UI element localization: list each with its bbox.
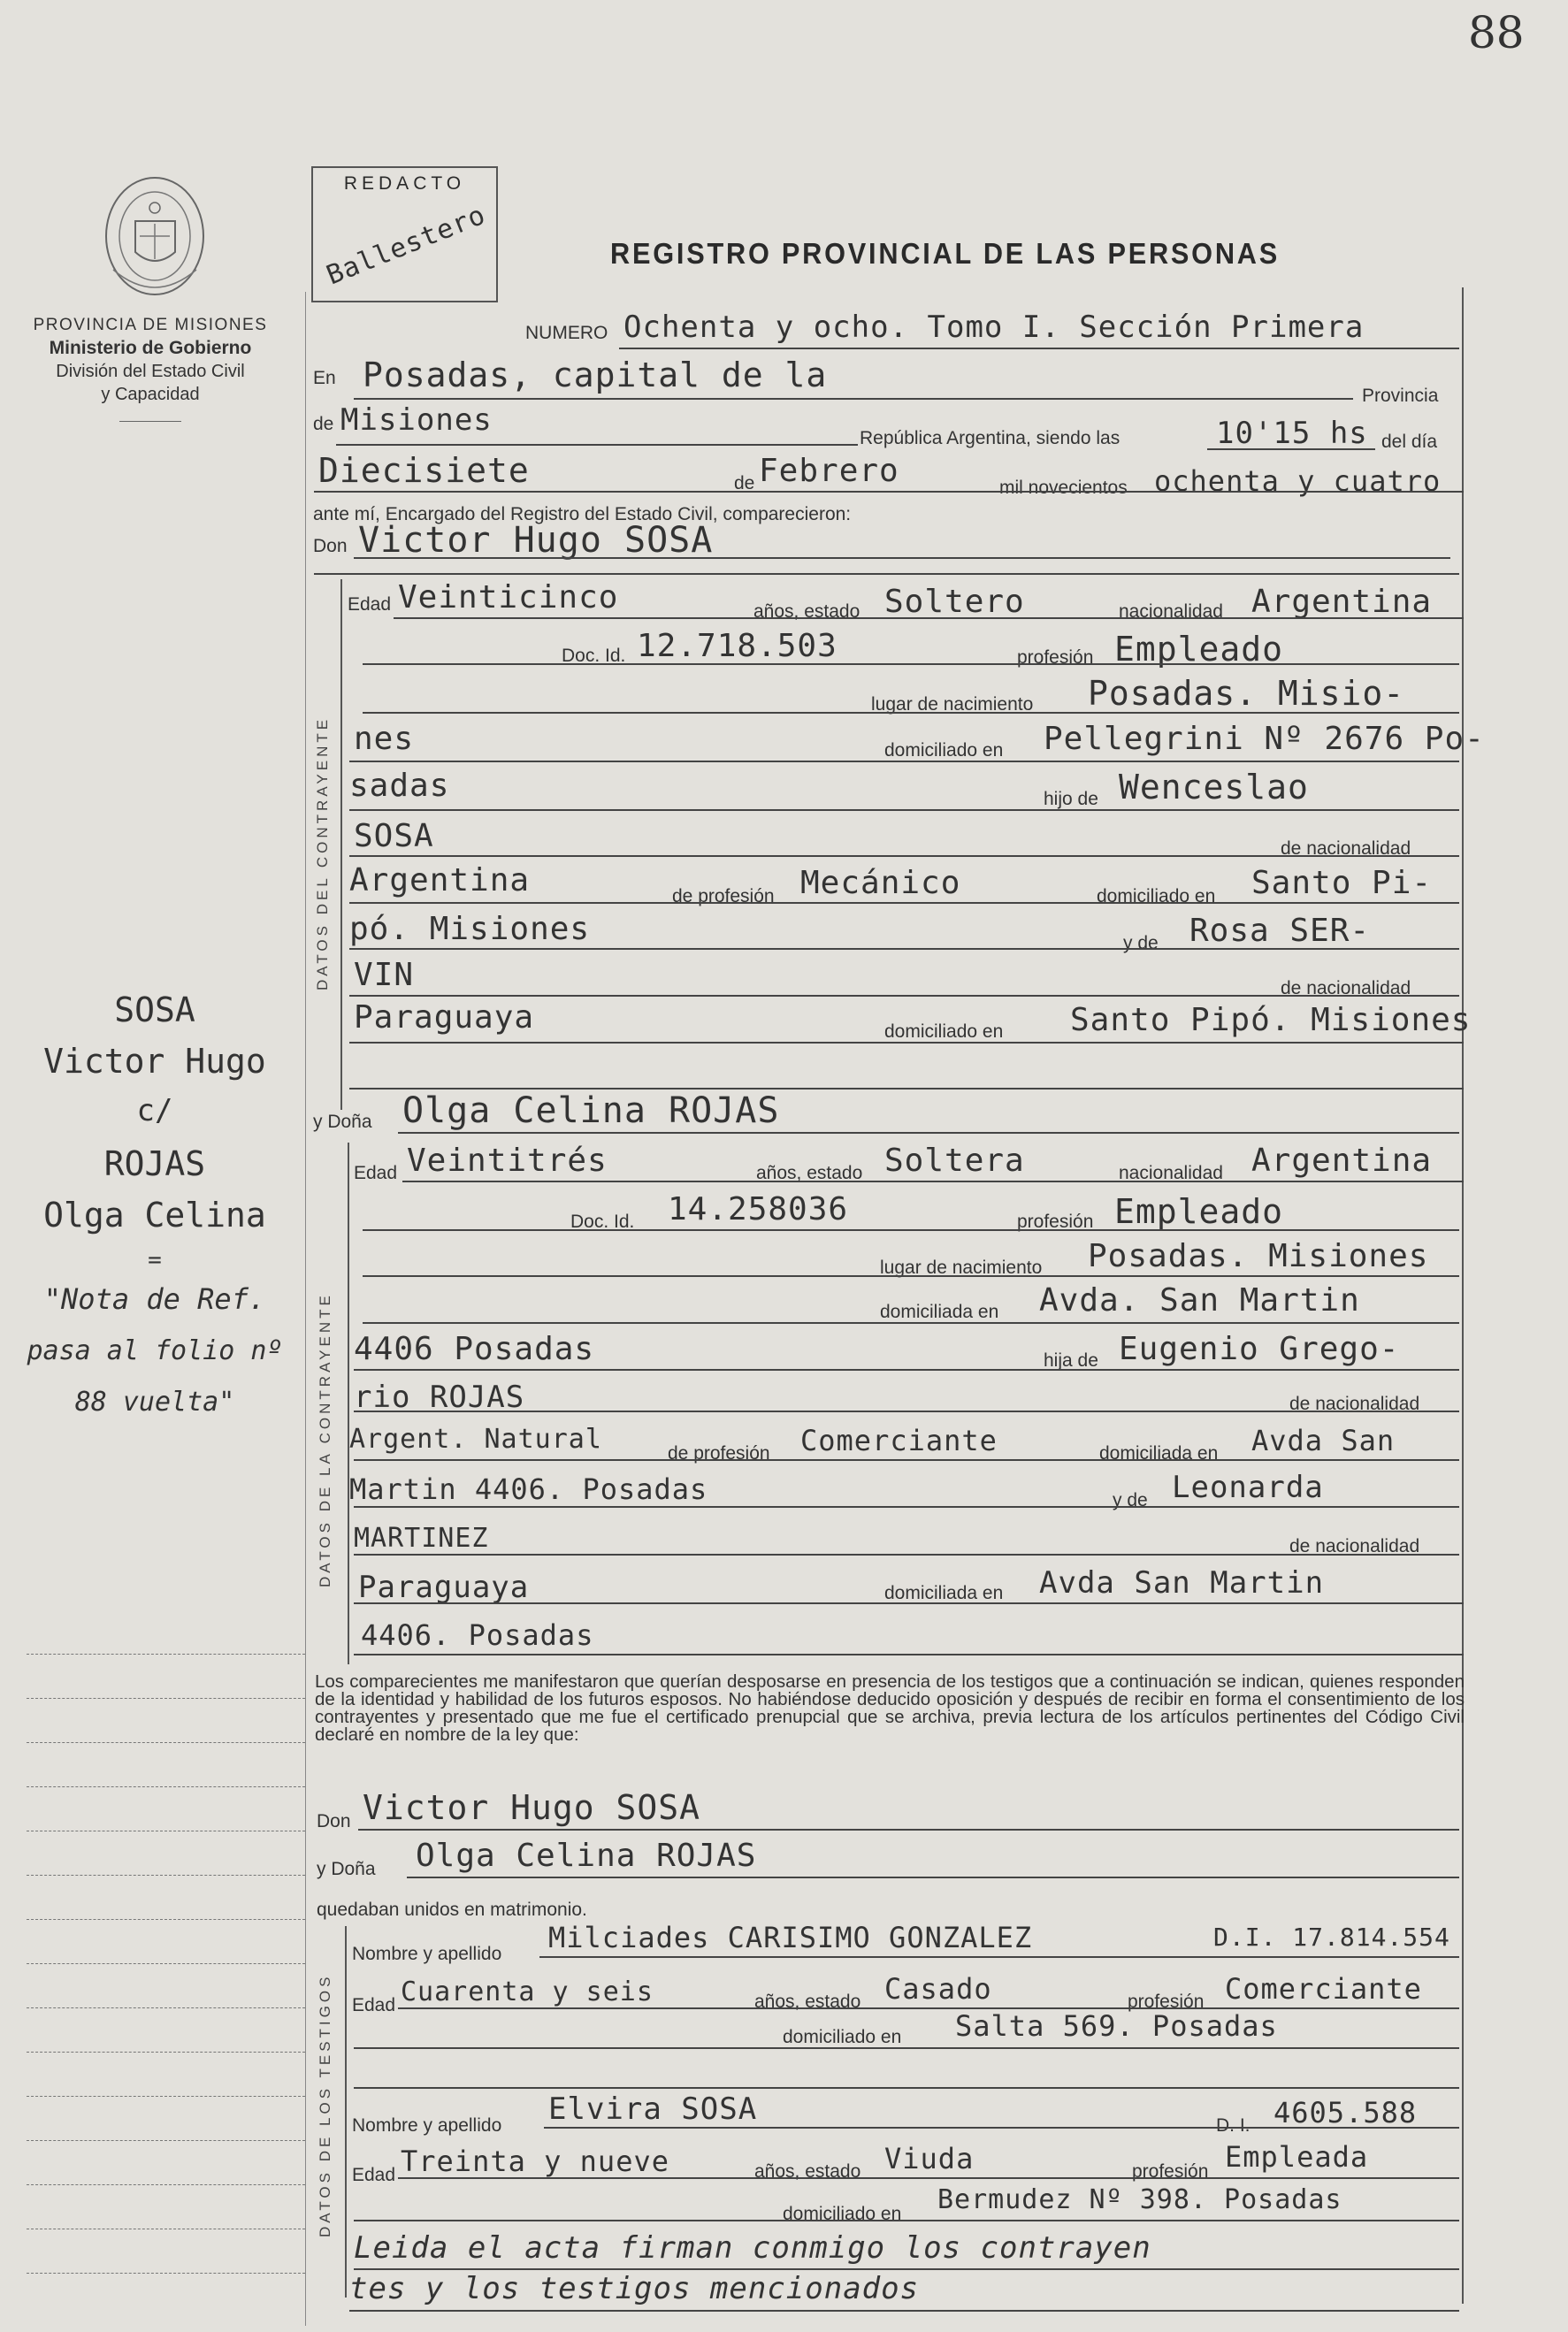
t2-nombre-label: Nombre y apellido	[352, 2115, 502, 2136]
f-lugar-value: Posadas. Misiones	[1088, 1238, 1429, 1274]
f-madre-dom-value2: 4406. Posadas	[361, 1618, 594, 1652]
f-estado-value: Soltera	[884, 1143, 1025, 1179]
f-dom-value2: 4406 Posadas	[354, 1331, 595, 1367]
f-dom-value: Avda. San Martin	[1039, 1282, 1360, 1319]
c-doc-value: 12.718.503	[637, 628, 838, 664]
f-y-de-label: y de	[1113, 1490, 1148, 1510]
c-madre-dom-label: domiciliado en	[884, 1021, 1004, 1042]
cierre-line2: tes y los testigos mencionados	[349, 2271, 920, 2306]
c-doc-label: Doc. Id.	[562, 646, 626, 666]
c-prof-label: profesión	[1017, 647, 1094, 668]
t2-prof-label: profesión	[1132, 2161, 1209, 2182]
f-dom-label: domiciliada en	[880, 1302, 999, 1322]
f-estado-label: años, estado	[756, 1163, 863, 1183]
f-hija-label: hija de	[1044, 1350, 1098, 1371]
f-lugar-label: lugar de nacimiento	[880, 1258, 1043, 1278]
dona-value: Olga Celina ROJAS	[402, 1090, 780, 1131]
provincia-label: Provincia	[1362, 386, 1439, 406]
margin-line4: ROJAS	[103, 1144, 206, 1183]
f-padre-prof-value: Comerciante	[800, 1424, 998, 1457]
c-padre-nac-label: de nacionalidad	[1281, 838, 1411, 859]
right-border	[1462, 287, 1464, 2304]
c-madre-nac-label: de nacionalidad	[1281, 978, 1411, 998]
don-label: Don	[313, 536, 348, 556]
f-madre-value2: MARTINEZ	[354, 1523, 489, 1554]
contrayente-f-bracket	[348, 1143, 349, 1664]
redacto-stamp	[311, 166, 498, 302]
margin-line2: Victor Hugo	[43, 1042, 266, 1081]
c-lugar-label: lugar de nacimiento	[871, 694, 1034, 715]
t2-edad-label: Edad	[352, 2165, 396, 2185]
c-padre-dom-value: Santo Pi-	[1251, 865, 1433, 901]
f-doc-value: 14.258036	[668, 1191, 849, 1227]
t1-edad-value: Cuarenta y seis	[401, 1976, 654, 2007]
c-lugar-value2: nes	[354, 721, 415, 757]
f-edad-value: Veintitrés	[407, 1143, 608, 1179]
dona-label: y Doña	[313, 1112, 372, 1132]
c-padre-prof-label: de profesión	[672, 886, 775, 906]
c-dom-value2: sadas	[349, 768, 450, 804]
org-block	[13, 316, 287, 422]
t2-di-value: 4605.588	[1274, 2096, 1418, 2129]
t2-di-label: D. I.	[1216, 2115, 1251, 2136]
c-madre-dom-value: Santo Pipó. Misiones	[1070, 1002, 1472, 1038]
t1-prof-label: profesión	[1128, 1992, 1205, 2012]
f-padre-nac-label: de nacionalidad	[1289, 1394, 1420, 1414]
f-doc-label: Doc. Id.	[570, 1212, 635, 1232]
c-padre-nac-value: Argentina	[349, 862, 531, 898]
t1-prof-value: Comerciante	[1225, 1972, 1422, 2006]
f-madre-nac-label: de nacionalidad	[1289, 1536, 1420, 1556]
del-dia-label: del día	[1381, 432, 1438, 452]
f-nac-value: Argentina	[1251, 1143, 1433, 1179]
t1-estado-label: años, estado	[754, 1992, 861, 2012]
c-padre-value2: SOSA	[354, 818, 434, 854]
c-prof-value: Empleado	[1114, 630, 1284, 669]
t1-estado-value: Casado	[884, 1972, 992, 2006]
f-madre-dom-value: Avda San Martin	[1039, 1565, 1325, 1601]
margin-line8: pasa al folio nº	[27, 1335, 283, 1366]
en-label: En	[313, 368, 336, 388]
f-madre-value: Leonarda	[1172, 1470, 1324, 1505]
c-lugar-value: Posadas. Misio-	[1088, 674, 1405, 713]
c-madre-nac-value: Paraguaya	[354, 999, 535, 1036]
c-madre-value2: VIN	[354, 957, 415, 993]
coat-of-arms-seal	[96, 172, 215, 305]
margin-line7: "Nota de Ref.	[43, 1282, 266, 1316]
mil-novecientos-label: mil novecientos	[999, 478, 1128, 498]
c-padre-dom-label: domiciliado en	[1097, 886, 1216, 906]
margin-note	[4, 990, 305, 1436]
org-line4: y Capacidad	[101, 385, 200, 404]
de2-label: de	[734, 473, 755, 493]
stamp-signature: Ballestero	[322, 199, 491, 292]
margin-line9: 88 vuelta"	[74, 1387, 235, 1418]
side-label-contrayente-f: DATOS DE LA CONTRAYENTE	[317, 1292, 333, 1587]
testigos-bracket	[345, 1926, 347, 2298]
f-padre-prof-label: de profesión	[668, 1443, 770, 1464]
margin-line1: SOSA	[114, 990, 195, 1029]
c-estado-value: Soltero	[884, 584, 1025, 620]
t1-edad-label: Edad	[352, 1995, 396, 2015]
seal-icon	[96, 172, 215, 305]
c-dom-value: Pellegrini Nº 2676 Po-	[1044, 721, 1485, 757]
quedaban-text: quedaban unidos en matrimonio.	[317, 1900, 587, 1920]
provincia-value: Misiones	[340, 402, 493, 438]
numero-label: NUMERO	[525, 323, 608, 343]
org-line3: División del Estado Civil	[56, 362, 245, 381]
c-estado-label: años, estado	[753, 601, 860, 622]
decl-don-label: Don	[317, 1811, 351, 1831]
f-padre-dom-label: domiciliada en	[1099, 1443, 1219, 1464]
margin-line5: Olga Celina	[43, 1196, 266, 1235]
t2-prof-value: Empleada	[1225, 2140, 1369, 2174]
f-nac-label: nacionalidad	[1119, 1163, 1223, 1183]
hora-value: 10'15 hs	[1216, 416, 1368, 451]
org-divider	[119, 421, 181, 422]
c-nac-label: nacionalidad	[1119, 601, 1223, 622]
decl-dona-label: y Doña	[317, 1859, 376, 1879]
declaration-paragraph: Los comparecientes me manifestaron que querían desposarse en presencia de los testigos que a continuación se indican, quienes responden de la identidad y habilidad de los futuros esposos. No habiéndose deducido oposición y después de recibir en forma el consentimiento de los contrayentes y presentado que me fue el certificado prenupcial que se archiva, previa lectura de los artículos pertinentes del Código Civil declaré en nombre de la ley que:	[315, 1671, 1465, 1745]
side-label-contrayente: DATOS DEL CONTRAYENTE	[314, 715, 331, 990]
c-padre-dom-value2: pó. Misiones	[349, 911, 591, 947]
t1-nombre-label: Nombre y apellido	[352, 1944, 502, 1964]
c-dom-label: domiciliado en	[884, 740, 1004, 761]
de-label: de	[313, 414, 334, 434]
c-edad-value: Veinticinco	[398, 579, 619, 615]
en-value: Posadas, capital de la	[363, 356, 828, 394]
don-value: Victor Hugo SOSA	[358, 520, 714, 561]
f-prof-value: Empleado	[1114, 1192, 1284, 1231]
t1-dom-value: Salta 569. Posadas	[955, 2009, 1278, 2043]
margin-line3: c/	[136, 1093, 173, 1128]
c-madre-value: Rosa SER-	[1189, 913, 1371, 949]
page-number: 88	[1468, 7, 1525, 58]
cierre-line1: Leida el acta firman conmigo los contrayen	[354, 2230, 1151, 2266]
dia-value: Diecisiete	[318, 451, 530, 490]
mes-value: Febrero	[759, 453, 899, 489]
f-madre-nac-value: Paraguaya	[358, 1570, 530, 1605]
c-nac-value: Argentina	[1251, 584, 1433, 620]
decl-don-value: Victor Hugo SOSA	[363, 1788, 701, 1827]
t1-di-value: D.I. 17.814.554	[1213, 1923, 1450, 1952]
t2-dom-label: domiciliado en	[783, 2204, 902, 2224]
c-padre-value: Wenceslao	[1119, 768, 1309, 807]
decl-dona-value: Olga Celina ROJAS	[416, 1838, 757, 1874]
t2-dom-value: Bermudez Nº 398. Posadas	[937, 2184, 1342, 2215]
f-padre-value2: rio ROJAS	[354, 1380, 525, 1415]
t1-dom-label: domiciliado en	[783, 2027, 902, 2047]
f-padre-dom-value: Avda San	[1251, 1424, 1396, 1457]
c-hijo-label: hijo de	[1044, 789, 1098, 809]
t2-estado-value: Viuda	[884, 2142, 975, 2175]
f-padre-dom-value2: Martin 4406. Posadas	[349, 1472, 708, 1506]
left-border	[305, 292, 306, 2326]
anio-value: ochenta y cuatro	[1154, 464, 1442, 498]
org-line2: Ministerio de Gobierno	[49, 338, 252, 358]
t2-estado-label: años, estado	[754, 2161, 861, 2182]
contrayente-bracket	[340, 579, 342, 1110]
t2-nombre-value: Elvira SOSA	[548, 2091, 758, 2127]
f-padre-nac-value: Argent. Natural	[349, 1424, 602, 1455]
margin-line6: =	[148, 1247, 162, 1273]
f-prof-label: profesión	[1017, 1212, 1094, 1232]
t2-edad-value: Treinta y nueve	[401, 2145, 669, 2178]
document-title: REGISTRO PROVINCIAL DE LAS PERSONAS	[610, 237, 1281, 270]
side-label-testigos: DATOS DE LOS TESTIGOS	[317, 1973, 333, 2237]
stamp-label: REDACTO	[343, 173, 466, 194]
republica-label: República Argentina, siendo las	[860, 428, 1121, 448]
org-line1: PROVINCIA DE MISIONES	[33, 316, 268, 334]
c-edad-label: Edad	[348, 594, 392, 615]
f-edad-label: Edad	[354, 1163, 398, 1183]
c-padre-prof-value: Mecánico	[800, 865, 961, 901]
c-y-de-label: y de	[1123, 933, 1159, 953]
f-padre-value: Eugenio Grego-	[1119, 1331, 1400, 1367]
f-madre-dom-label: domiciliada en	[884, 1583, 1004, 1603]
numero-value: Ochenta y ocho. Tomo I. Sección Primera	[623, 310, 1365, 345]
t1-nombre-value: Milciades CARISIMO GONZALEZ	[548, 1921, 1033, 1954]
ante-mi-text: ante mí, Encargado del Registro del Estado Civil, comparecieron:	[313, 504, 852, 524]
